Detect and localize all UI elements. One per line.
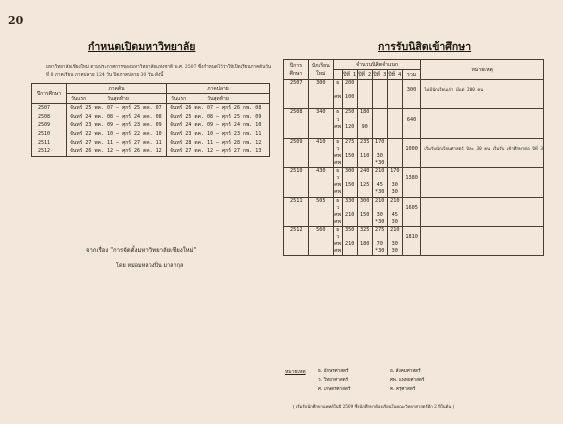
header-intake: นักเรียนใหม่ <box>308 60 333 80</box>
year2-cell: 240 <box>357 168 372 176</box>
year-cell <box>284 182 309 189</box>
term2-cell: จันทร์ 28 ตค. 11 – ศุกร์ 28 กพ. 12 <box>170 139 262 146</box>
year1-cell <box>342 101 357 109</box>
header-term1-first-day: วันแรก <box>71 95 87 102</box>
year4-cell: 45 <box>387 212 402 219</box>
year1-cell <box>342 234 357 241</box>
year3-cell: 170 <box>372 138 387 146</box>
total-cell <box>402 182 421 189</box>
source-author: โดย หม่อมหลวงปิ่น มาลากุล <box>116 263 184 269</box>
source-citation <box>86 245 196 255</box>
faculty-code-cell: ศพ <box>334 123 342 130</box>
year2-cell <box>357 80 372 88</box>
year4-cell <box>387 153 402 160</box>
year1-cell: 120 <box>342 124 357 131</box>
year-cell <box>284 219 309 227</box>
remark-cell <box>421 80 544 88</box>
year-cell: 2508 <box>284 109 309 117</box>
faculty-code-cell: ว <box>333 175 342 182</box>
year-cell <box>284 212 309 219</box>
page-number: 20 <box>8 14 24 27</box>
remark-cell <box>421 205 544 212</box>
year4-cell <box>387 234 402 241</box>
total-cell: 1605 <box>402 205 421 212</box>
year4-cell: 170 <box>387 168 402 176</box>
year2-cell <box>357 219 372 227</box>
year1-cell <box>342 87 357 94</box>
faculty-code-cell: ว <box>333 116 342 123</box>
intake-cell <box>308 175 333 182</box>
faculty-code-cell: ว <box>333 146 342 153</box>
year3-cell <box>372 80 387 88</box>
remark-cell: เริ่มรับนักเรียนศาสตร์ ปีละ 30 คน เริ่มรับ เข้าศึกษาต่อ ปีที่ 3 <box>421 146 544 153</box>
remark-cell <box>421 182 544 189</box>
table-row <box>284 94 544 101</box>
faculty-code-cell: ธ <box>333 226 342 234</box>
year1-cell <box>342 160 357 168</box>
total-cell <box>402 138 421 146</box>
year2-cell: 180 <box>357 109 372 117</box>
year4-cell <box>387 124 402 131</box>
year2-cell: 180 <box>357 241 372 248</box>
total-cell <box>402 131 421 139</box>
year1-cell: 330 <box>342 197 357 205</box>
intake-cell <box>308 116 333 123</box>
year3-cell: *30 <box>372 160 387 168</box>
year2-cell <box>357 175 372 182</box>
intake-cell <box>308 212 333 219</box>
term2-cell: จันทร์ 25 ตค. 08 – ศุกร์ 25 กพ. 09 <box>170 113 262 120</box>
year4-cell: 210 <box>387 197 402 205</box>
total-cell <box>402 248 421 256</box>
year1-cell: 210 <box>342 212 357 219</box>
intake-cell <box>308 87 333 94</box>
year-cell <box>284 175 309 182</box>
year-cell <box>284 234 309 241</box>
remark-cell <box>421 116 544 123</box>
year1-cell <box>342 146 357 153</box>
admissions-table <box>283 59 544 256</box>
year4-cell <box>387 101 402 109</box>
year-cell: 2511 <box>284 197 309 205</box>
year3-cell <box>372 94 387 101</box>
year2-cell: 150 <box>357 212 372 219</box>
year-cell <box>284 131 309 139</box>
note-item: ศ. เกษตรศาสตร์ <box>318 387 351 392</box>
intake-cell <box>308 131 333 139</box>
year2-cell: 125 <box>357 182 372 189</box>
header-year4: ปีที่ 4 <box>388 71 402 78</box>
total-cell <box>402 160 421 168</box>
year3-cell <box>372 175 387 182</box>
year2-cell <box>357 101 372 109</box>
year3-cell <box>372 116 387 123</box>
year1-cell: 150 <box>342 153 357 160</box>
faculty-code-cell <box>333 131 342 139</box>
remark-cell <box>421 109 544 117</box>
table-row <box>32 104 270 113</box>
intake-cell <box>308 189 333 197</box>
remark-cell <box>421 101 544 109</box>
year1-cell <box>342 131 357 139</box>
year4-cell <box>387 146 402 153</box>
year1-cell: 200 <box>342 80 357 88</box>
year-cell <box>284 153 309 160</box>
table-row <box>284 146 544 153</box>
year-cell: 2510 <box>284 168 309 176</box>
year3-cell: *30 <box>372 219 387 227</box>
table-row <box>284 219 544 227</box>
total-cell <box>402 241 421 248</box>
year-cell: 2507 <box>32 104 67 113</box>
term1-cell: จันทร์ 23 พค. 09 – ศุกร์ 23 ตค. 09 <box>67 121 167 130</box>
year4-cell: 210 <box>387 226 402 234</box>
note-item: ธ. อักษรศาสตร์ <box>318 369 349 374</box>
year2-cell: 90 <box>357 124 372 131</box>
intake-cell <box>308 124 333 131</box>
year3-cell: 30 <box>372 153 387 160</box>
year3-cell <box>372 87 387 94</box>
year3-cell: 210 <box>372 197 387 205</box>
header-term1-last-day: วันสุดท้าย <box>107 95 129 102</box>
year1-cell <box>342 248 357 256</box>
table-row <box>284 131 544 139</box>
total-cell <box>402 153 421 160</box>
faculty-code-cell: ธ <box>333 80 342 88</box>
total-cell: 1810 <box>402 234 421 241</box>
year2-cell <box>357 234 372 241</box>
year3-cell: 70 <box>372 241 387 248</box>
faculty-code-cell: ศพ <box>334 182 342 189</box>
total-cell <box>402 226 421 234</box>
intake-cell: 340 <box>308 109 333 117</box>
total-cell <box>402 219 421 227</box>
faculty-code-cell: ศพ <box>334 241 342 248</box>
intake-cell <box>308 241 333 248</box>
faculty-code-cell: ธ <box>333 168 342 176</box>
intake-cell: 560 <box>308 226 333 234</box>
year3-cell: *30 <box>372 248 387 256</box>
table-row <box>284 124 544 131</box>
header-group: จำนวนนิสิตจำแนก <box>333 60 421 70</box>
header-remark: หมายเหตุ <box>421 60 544 80</box>
year-cell: 2507 <box>284 80 309 88</box>
remark-cell <box>421 138 544 146</box>
year3-cell <box>372 101 387 109</box>
total-cell <box>402 168 421 176</box>
faculty-code-cell: ธ <box>333 197 342 205</box>
year-cell <box>284 101 309 109</box>
table-row <box>32 121 270 130</box>
table-row <box>284 205 544 212</box>
header-year: ปีการศึกษา <box>32 84 67 104</box>
year2-cell <box>357 160 372 168</box>
year1-cell: 300 <box>342 168 357 176</box>
year-cell: 2510 <box>32 130 67 139</box>
source-label: จากเรื่อง <box>86 247 109 254</box>
year4-cell <box>387 205 402 212</box>
header-term2-first-day: วันแรก <box>171 95 187 102</box>
total-cell <box>402 189 421 197</box>
table-row <box>284 109 544 117</box>
remark-cell <box>421 124 544 131</box>
term1-cell: จันทร์ 24 พค. 08 – ศุกร์ 24 ตค. 08 <box>67 113 167 122</box>
year2-cell: 110 <box>357 153 372 160</box>
header-total: รวม <box>402 70 421 80</box>
year-cell <box>284 248 309 256</box>
remark-cell <box>421 168 544 176</box>
year-cell <box>284 94 309 101</box>
faculty-code-cell <box>333 87 342 94</box>
year4-cell <box>387 175 402 182</box>
year2-cell <box>357 94 372 101</box>
year3-cell: 275 <box>372 226 387 234</box>
year3-cell <box>372 124 387 131</box>
opening-schedule-title: กำหนดเปิดมหาวิทยาลัย <box>88 41 196 53</box>
year4-cell <box>387 116 402 123</box>
term2-cell: จันทร์ 23 ตค. 10 – ศุกร์ 23 กพ. 11 <box>170 131 262 138</box>
intake-cell <box>308 248 333 256</box>
remark-cell <box>421 175 544 182</box>
note-item: ศพ. แพทยศาสตร์ <box>390 378 425 383</box>
intake-cell <box>308 94 333 101</box>
year4-cell: 30 <box>387 241 402 248</box>
year2-cell: 300 <box>357 197 372 205</box>
year2-cell <box>357 205 372 212</box>
faculty-code-cell: ว <box>333 205 342 212</box>
remark-cell <box>421 94 544 101</box>
remark-cell <box>421 212 544 219</box>
year4-cell: 30 <box>387 248 402 256</box>
admissions-title: การรับนิสิตเข้าศึกษา <box>378 41 472 53</box>
remark-cell <box>421 197 544 205</box>
year1-cell <box>342 175 357 182</box>
year2-cell <box>357 146 372 153</box>
year1-cell: 100 <box>342 94 357 101</box>
term2-cell: จันทร์ 24 ตค. 09 – ศุกร์ 24 กพ. 10 <box>170 122 262 129</box>
year4-cell <box>387 138 402 146</box>
total-cell <box>402 124 421 131</box>
year-cell: 2509 <box>284 138 309 146</box>
year4-cell <box>387 87 402 94</box>
intake-cell: 505 <box>308 197 333 205</box>
remark-cell <box>421 248 544 256</box>
total-cell <box>402 101 421 109</box>
term1-cell: จันทร์ 22 พค. 10 – ศุกร์ 22 ตค. 10 <box>67 130 167 139</box>
footnote: ( เริ่มรับนักศึกษาแพทย์ในปี 2509 ซึ่งนักศึกษาต้องเรียนในคณะวิทยาศาสตร์อีก 2 ปีในต้น ) <box>293 404 455 409</box>
intake-cell <box>308 146 333 153</box>
year1-cell <box>342 205 357 212</box>
table-row <box>284 116 544 123</box>
intake-cell <box>308 153 333 160</box>
intake-cell <box>308 234 333 241</box>
year-cell <box>284 160 309 168</box>
remark-cell <box>421 226 544 234</box>
table-row <box>32 138 270 147</box>
total-cell: 1000 <box>402 146 421 153</box>
year-cell <box>284 241 309 248</box>
faculty-code-cell: ธ <box>333 138 342 146</box>
header-year: ปีการศึกษา <box>284 60 309 80</box>
year-cell <box>284 146 309 153</box>
year1-cell: 150 <box>342 182 357 189</box>
table-row <box>284 197 544 205</box>
year3-cell <box>372 109 387 117</box>
year4-cell: 30 <box>387 219 402 227</box>
table-row <box>284 234 544 241</box>
year3-cell <box>372 131 387 139</box>
term1-cell: จันทร์ 26 พค. 12 – ศุกร์ 26 ตค. 12 <box>67 147 167 156</box>
intake-cell <box>308 160 333 168</box>
intake-cell <box>308 101 333 109</box>
table-row <box>284 182 544 189</box>
table-row <box>284 189 544 197</box>
total-cell <box>402 80 421 88</box>
total-cell <box>402 94 421 101</box>
table-row <box>284 226 544 234</box>
header-year2: ปีที่ 2 <box>358 71 372 78</box>
year4-cell: 30 <box>387 189 402 197</box>
year1-cell: 350 <box>342 226 357 234</box>
year3-cell: 30 <box>372 212 387 219</box>
year3-cell: 210 <box>372 168 387 176</box>
faculty-code-cell: ศพ <box>334 189 342 196</box>
table-row <box>32 113 270 122</box>
faculty-code-cell: ศพ <box>334 248 342 255</box>
year-cell: 2512 <box>32 147 67 156</box>
remark-cell <box>421 189 544 197</box>
intake-cell <box>308 205 333 212</box>
year1-cell: 250 <box>342 109 357 117</box>
year3-cell <box>372 146 387 153</box>
year2-cell: 325 <box>357 226 372 234</box>
opening-schedule-table <box>31 83 270 157</box>
intake-cell: 410 <box>308 138 333 146</box>
note-item: ค. ครุศาสตร์ <box>390 387 416 392</box>
year-cell: 2512 <box>284 226 309 234</box>
year2-cell <box>357 87 372 94</box>
remark-cell <box>421 160 544 168</box>
year1-cell <box>342 116 357 123</box>
intake-cell: 300 <box>308 80 333 88</box>
header-year3: ปีที่ 3 <box>373 71 387 78</box>
total-cell <box>402 109 421 117</box>
year3-cell: 45 <box>372 182 387 189</box>
header-year1: ปีที่ 1 <box>343 71 357 78</box>
year2-cell: 235 <box>357 138 372 146</box>
table-row <box>32 130 270 139</box>
table-row <box>284 87 544 94</box>
remark-cell <box>421 219 544 227</box>
year4-cell <box>387 80 402 88</box>
faculty-code-cell: ศพ <box>334 152 342 159</box>
year3-cell <box>372 234 387 241</box>
remark-cell <box>421 153 544 160</box>
faculty-code-cell: ว <box>333 234 342 241</box>
intake-cell <box>308 182 333 189</box>
opening-schedule-intro: มหาวิทยาลัยเชียงใหม่ ตามประกาศการของมหาวิทยาลัยแห่งชาติ พ.ศ. 2507 ซึ่งกำหนดไว้ว่าให้เปิดเรียนภาคต้นวันที่ 8 ภาคเรียน ภาคปลาย 124 วัน ปิดภาคปลาย 30 วัน ดังนี้ <box>46 65 272 78</box>
table-row <box>284 101 544 109</box>
total-cell: 1380 <box>402 175 421 182</box>
table-row <box>284 175 544 182</box>
header-term2-last-day: วันสุดท้าย <box>207 95 229 102</box>
faculty-code-cell: ศพ <box>334 160 342 167</box>
year2-cell <box>357 131 372 139</box>
year1-cell: 210 <box>342 241 357 248</box>
year1-cell: 275 <box>342 138 357 146</box>
header-term2: ภาคปลาย <box>167 84 270 94</box>
year-cell: 2509 <box>32 121 67 130</box>
total-cell <box>402 212 421 219</box>
table-row <box>284 160 544 168</box>
table-row <box>32 147 270 156</box>
source-title: "การจัดตั้งมหาวิทยาลัยเชียงใหม่" <box>110 247 197 254</box>
year-cell: 2508 <box>32 113 67 122</box>
year3-cell: *30 <box>372 189 387 197</box>
faculty-code-cell: ธ <box>333 109 342 117</box>
note-item: อ. สังคมศาสตร์ <box>390 369 421 374</box>
faculty-code-cell: ศพ <box>334 218 342 225</box>
table-row <box>284 212 544 219</box>
intake-cell: 430 <box>308 168 333 176</box>
year-cell <box>284 116 309 123</box>
year-cell <box>284 205 309 212</box>
year2-cell <box>357 248 372 256</box>
faculty-code-cell <box>333 101 342 109</box>
term2-cell: จันทร์ 26 ตค. 07 – ศุกร์ 26 กพ. 08 <box>170 105 262 112</box>
remark-cell <box>421 131 544 139</box>
year4-cell <box>387 109 402 117</box>
year-cell <box>284 87 309 94</box>
year-cell: 2511 <box>32 138 67 147</box>
year1-cell <box>342 189 357 197</box>
faculty-code-cell: ศพ <box>334 94 342 101</box>
term1-cell: จันทร์ 27 พค. 11 – ศุกร์ 27 ตค. 11 <box>67 138 167 147</box>
year2-cell <box>357 116 372 123</box>
year4-cell <box>387 94 402 101</box>
term1-cell: จันทร์ 25 พค. 07 – ศุกร์ 25 ตค. 07 <box>67 104 167 113</box>
year-cell <box>284 189 309 197</box>
year-cell <box>284 124 309 131</box>
total-cell: 640 <box>402 116 421 123</box>
total-cell <box>402 197 421 205</box>
table-row <box>284 80 544 88</box>
notes-label: หมายเหตุ <box>285 369 306 375</box>
year4-cell: 30 <box>387 182 402 189</box>
remark-cell <box>421 234 544 241</box>
table-row <box>284 138 544 146</box>
table-row <box>284 168 544 176</box>
header-term1: ภาคต้น <box>67 84 167 94</box>
table-row <box>284 241 544 248</box>
year1-cell <box>342 219 357 227</box>
remark-cell <box>421 241 544 248</box>
remark-cell: ไม่มีนักเรียนเก่า มีแต่ 200 คน <box>421 87 544 94</box>
table-row <box>284 153 544 160</box>
year4-cell <box>387 160 402 168</box>
table-row <box>284 248 544 256</box>
term2-cell: จันทร์ 27 ตค. 12 – ศุกร์ 27 กพ. 13 <box>170 148 262 155</box>
year3-cell <box>372 205 387 212</box>
year4-cell <box>387 131 402 139</box>
note-item: ว. วิทยาศาสตร์ <box>318 378 349 383</box>
faculty-code-cell: ศพ <box>334 211 342 218</box>
total-cell: 300 <box>402 87 421 94</box>
intake-cell <box>308 219 333 227</box>
year2-cell <box>357 189 372 197</box>
